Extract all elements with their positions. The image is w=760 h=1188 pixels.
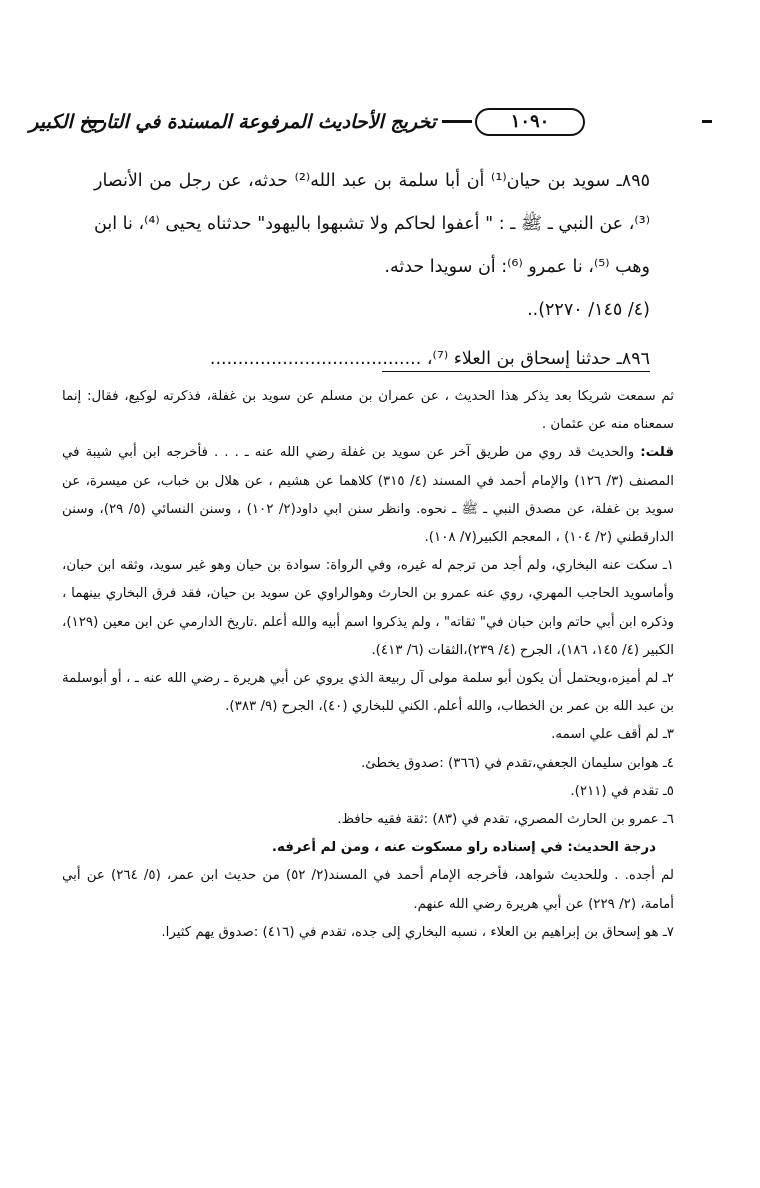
footnote-qult <box>62 439 674 552</box>
hadith-reference: (٤/ ١٤٥/ ٢٢٧٠).. <box>527 300 650 320</box>
hadith-entry-896: ٨٩٦ـ حدثنا إسحاق بن العلاء ⁽⁷⁾، ...................................... <box>209 349 650 369</box>
grade-text: في إسناده راو مسكوت عنه ، ومن لم أعرفه. <box>271 840 563 856</box>
running-title: تخريج الأحاديث المرفوعة المسندة في التاريخ الكبير <box>29 111 436 133</box>
footnote-5: ٥ـ تقدم في (٢١١). <box>570 783 674 799</box>
footnotes <box>62 383 674 947</box>
footnote-divider <box>382 371 650 372</box>
footnote-2: ٢ـ لم أميزه،ويحتمل أن يكون أبو سلمة مولى آل ربيعة الذي يروي عن أبي هريرة ـ رضي الله عنه ـ ، أو أبوسلمة بن عبد الله بن عمر بن الخطاب، والله أعلم. الكني للبخاري (٤٠)، الجرح (٩/ ٣٨٣). <box>62 671 674 715</box>
footnote-1: ١ـ سكت عنه البخاري، ولم أجد من ترجم له غيره، وفي الرواة: سوادة بن حيان وهو غير سويد، وثقه ابن حبان، وأماسويد الحاجب المهري، روي عنه عمرو بن الحارث وهوالراوي عن سويد بن حيان، فقد فرق البخاري بينهما ، وذكره ابن أبي حاتم وابن حبان في" ثقاته" ، ولم يذكروا اسم أبيه والله أعلم .تاريخ الدارمي عن ابن معين (١٢٩)، الكبير (٤/ ١٤٥، ١٨٦)، الجرح (٤/ ٢٣٩)،الثقات (٦/ ٤١٣). <box>62 558 674 658</box>
hadith-entry-895: ٨٩٥ـ سويد بن حيان⁽¹⁾ أن أبا سلمة بن عبد الله⁽²⁾ حدثه، عن رجل من الأنصار ⁽³⁾، عن النبي ـ ﷺ ـ : " أعفوا لحاكم ولا تشبهوا باليهود" حدثناه يحيى ⁽⁴⁾، نا ابن وهب ⁽⁵⁾، نا عمرو ⁽⁶⁾: أن سويدا حدثه. <box>94 171 650 277</box>
header-rule <box>442 120 472 123</box>
footnote-continuation: ثم سمعت شريكا بعد يذكر هذا الحديث ، عن عمران بن مسلم عن سويد بن غفلة، فذكرته لوكيع، فقال: إنما سمعناه منه عن عثمان . <box>62 389 674 433</box>
footnote-6: ٦ـ عمرو بن الحارث المصري، تقدم في (٨٣) :ثقة فقيه حافظ. <box>337 812 674 828</box>
footnote-4: ٤ـ هوابن سليمان الجعفي،تقدم في (٣٦٦) :صدوق يخطئ. <box>360 755 674 771</box>
page-number: ١٠٩٠ <box>475 108 585 136</box>
qult-label: قلت: <box>640 445 674 461</box>
main-text <box>94 160 650 381</box>
header-rule <box>702 120 712 123</box>
hadith-grade <box>62 834 674 862</box>
footnote-7: ٧ـ هو إسحاق بن إبراهيم بن العلاء ، نسبه البخاري إلى جده، تقدم في (٤١٦) :صدوق يهم كثيرا. <box>161 924 674 940</box>
footnote-3: ٣ـ لم أقف علي اسمه. <box>551 727 674 743</box>
qult-text: والحديث قد روي من طريق آخر عن سويد بن غفلة رضي الله عنه ـ . . . فأخرجه ابن أبي شيبة في المصنف (٣/ ١٢٦) والإمام أحمد في المسند (٤/ ٣١٥) كلاهما عن هشيم ، عن هلال بن خباب، عن ميسرة، عن سويد بن غفلة، عن مصدق النبي ـ ﷺ ـ نحوه. وانظر سنن ابي داود(٢/ ١٠٢) ، وسنن النسائي (٥/ ٢٩)، وسنن الدارقطني (٢/ ١٠٤) ، المعجم الكبير(٧/ ١٠٨). <box>62 445 674 546</box>
grade-detail: لم أجده. . وللحديث شواهد، فأخرجه الإمام أحمد في المسند(٢/ ٥٢) من حديث ابن عمر، (٥/ ٢٦٤) عن أبي أمامة، (٢/ ٢٢٩) عن أبي هريرة رضي الله عنهم. <box>62 868 674 912</box>
page-header <box>29 108 712 152</box>
grade-label: درجة الحديث: <box>567 840 656 856</box>
